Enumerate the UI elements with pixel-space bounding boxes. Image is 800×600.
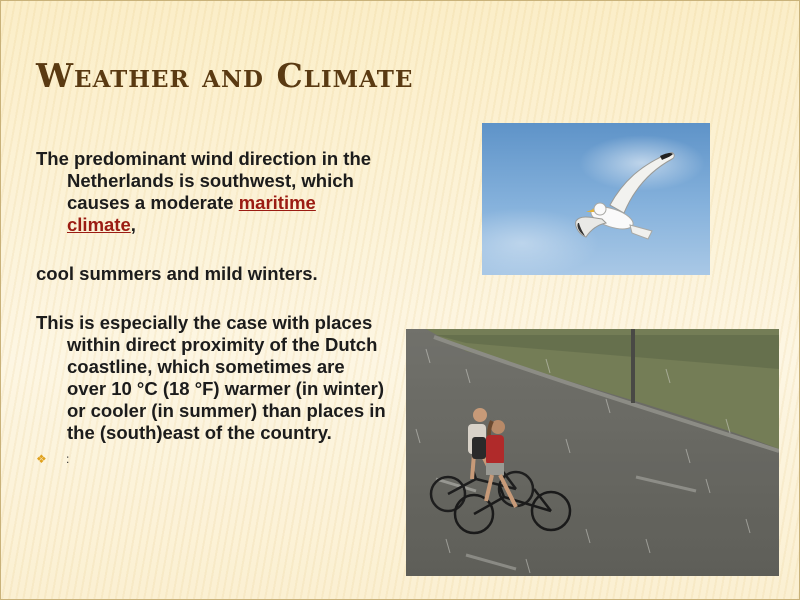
paragraph-coastline: This is especially the case with places within direct proximity of the Dutch coastline, which sometimes are over 10 °C (18 °F) warmer (in winter) or cooler (in summer) than places in the (south)east of the country.	[36, 312, 386, 443]
paragraph-seasons: cool summers and mild winters.	[36, 263, 318, 284]
cyclists-scene-icon	[406, 329, 779, 576]
paragraph-wind	[36, 148, 386, 236]
maritime-climate-link[interactable]: maritime climate	[67, 192, 316, 235]
seagull-photo	[482, 123, 710, 275]
paragraph-wind-text: The predominant wind direction in the Netherlands is southwest, which causes a moderate	[36, 148, 372, 213]
bullet-text: :	[66, 452, 70, 466]
body-text	[36, 148, 386, 468]
bullet-item	[36, 448, 386, 468]
seagull-icon	[482, 123, 710, 275]
diamond-bullet-icon: ❖	[36, 452, 47, 466]
cyclists-in-rain-photo	[406, 329, 779, 576]
paragraph-wind-end: ,	[130, 214, 136, 235]
slide-title: Weather and Climate	[36, 56, 414, 95]
